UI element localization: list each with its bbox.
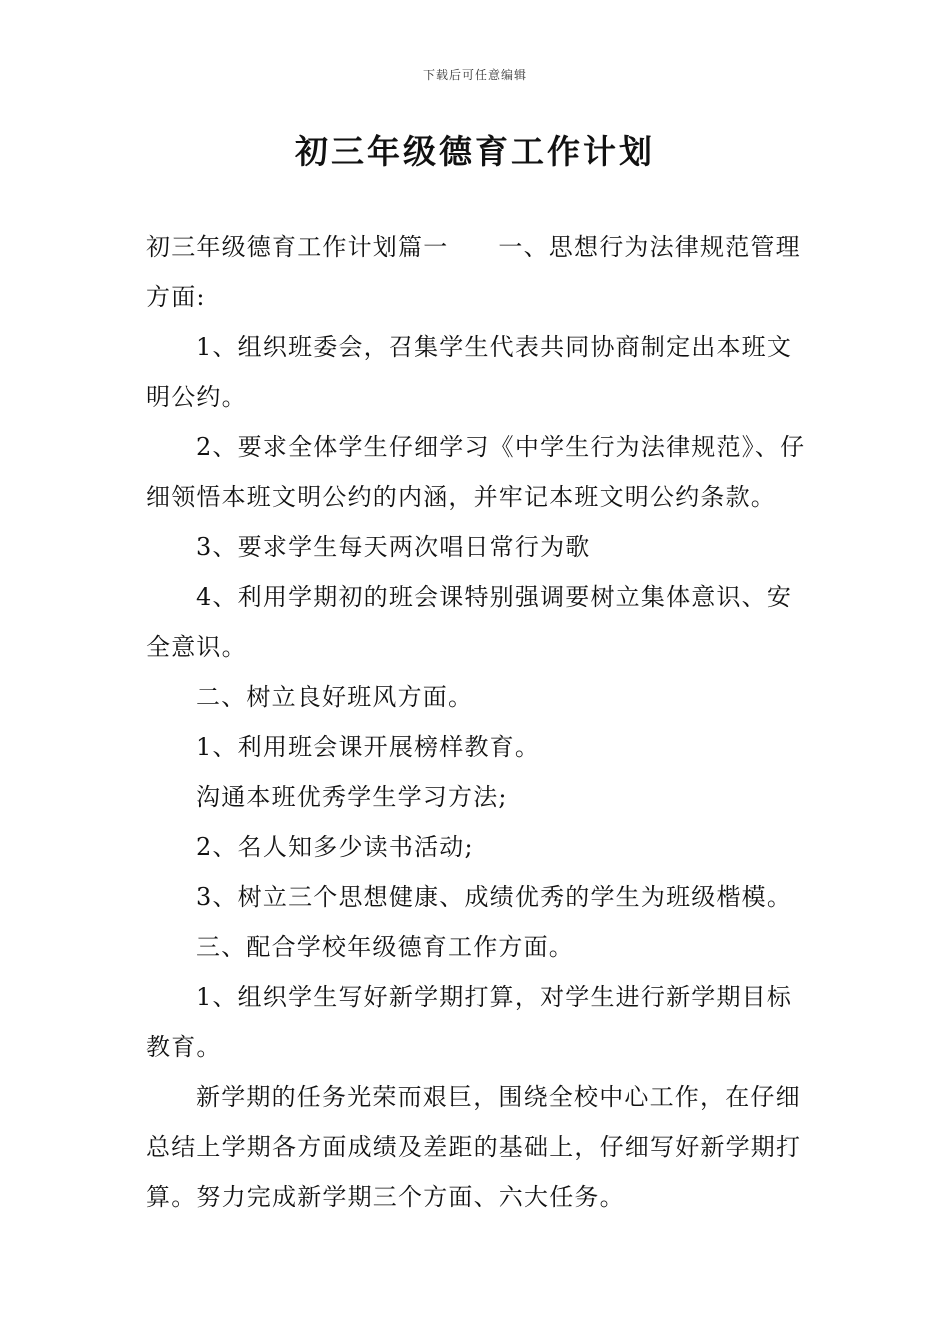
paragraph: 3、要求学生每天两次唱日常行为歌: [196, 533, 591, 561]
section-label: 初三年级德育工作计划篇一: [146, 233, 449, 261]
document-body: [146, 222, 808, 1222]
section-heading-1: 一、思想行为法律规范管理方面:: [146, 233, 801, 311]
paragraph: 1、组织学生写好新学期打算，对学生进行新学期目标教育。: [146, 983, 793, 1061]
section-heading-2: 二、树立良好班风方面。: [196, 683, 474, 711]
paragraph: 3、树立三个思想健康、成绩优秀的学生为班级楷模。: [196, 883, 793, 911]
paragraph: 1、利用班会课开展榜样教育。: [196, 733, 541, 761]
paragraph: 沟通本班优秀学生学习方法;: [196, 783, 508, 811]
paragraph: 1、组织班委会，召集学生代表共同协商制定出本班文明公约。: [146, 333, 793, 411]
paragraph: 2、要求全体学生仔细学习《中学生行为法律规范》、仔细领悟本班文明公约的内涵，并牢记本班文明公约条款。: [146, 433, 806, 511]
section-heading-3: 三、配合学校年级德育工作方面。: [196, 933, 574, 961]
paragraph: 4、利用学期初的班会课特别强调要树立集体意识、安全意识。: [146, 583, 793, 661]
paragraph-intro: [146, 222, 808, 322]
paragraph: 2、名人知多少读书活动;: [196, 833, 474, 861]
paragraph: 新学期的任务光荣而艰巨，围绕全校中心工作，在仔细总结上学期各方面成绩及差距的基础上，仔细写好新学期打算。努力完成新学期三个方面、六大任务。: [146, 1083, 802, 1211]
header-note: 下载后可任意编辑: [422, 68, 527, 82]
document-title: 初三年级德育工作计划: [295, 132, 655, 171]
